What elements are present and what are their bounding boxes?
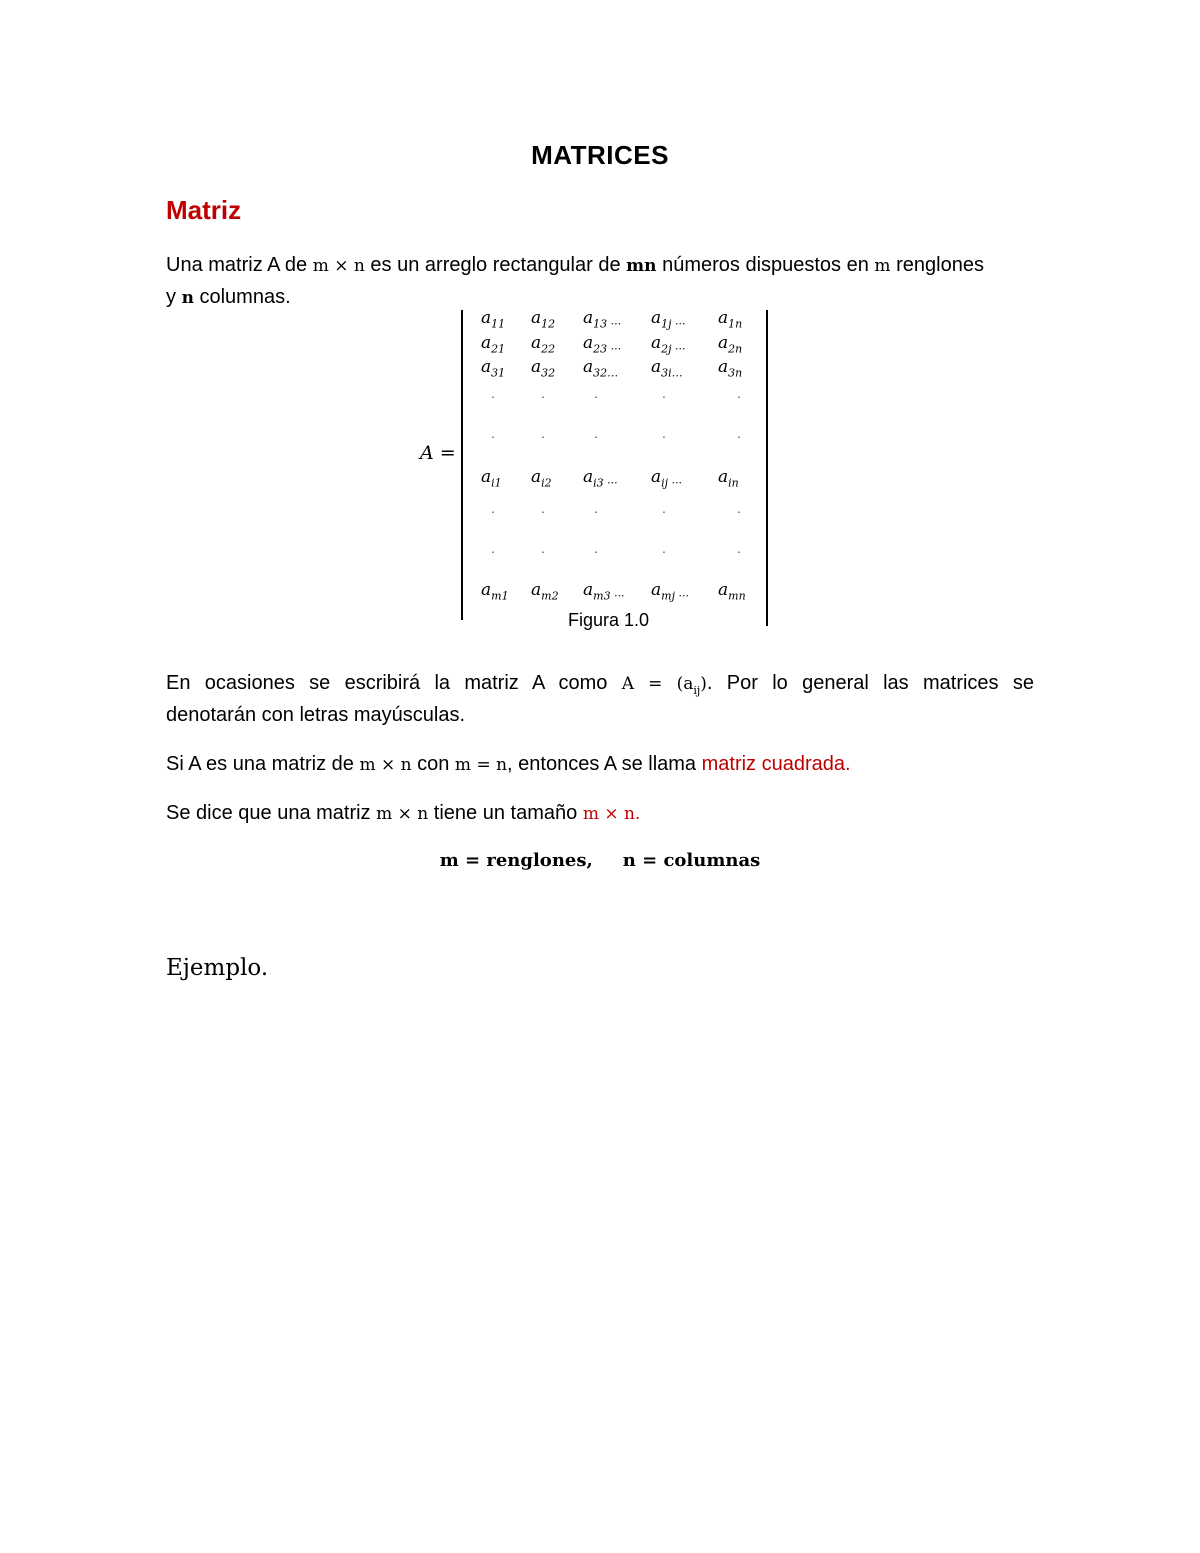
- matrix-entry: $a_{1n}$: [718, 308, 743, 331]
- matrix-entry: $a_{31}$: [481, 357, 506, 380]
- matrix-ellipsis-dot: .: [594, 385, 598, 401]
- matrix-figure: [0, 0, 1200, 640]
- matrix-entry: $a_{2j \cdot\cdot\cdot}$: [651, 333, 686, 356]
- size-paragraph: Se dice que una matriz m × n tiene un tamaño m × n.: [166, 802, 641, 824]
- matrix-right-bar: [766, 310, 768, 626]
- matrix-ellipsis-dot: .: [541, 385, 545, 401]
- notation-paragraph-line-1: En ocasiones se escribirá la matriz A como $A = (a_{ij})$. Por lo general las matrices se: [166, 672, 1034, 697]
- section-heading: Matriz: [166, 195, 242, 225]
- math-a-equals: A = (a: [621, 674, 694, 694]
- math-m-equals-n: m = n: [454, 755, 508, 775]
- matrix-ellipsis-dot: .: [491, 425, 495, 441]
- matrix-entry: $a_{12}$: [531, 308, 556, 331]
- matrix-ellipsis-dot: .: [491, 500, 495, 516]
- matrix-ellipsis-dot: .: [662, 500, 666, 516]
- intro-line-2: y n columnas.: [166, 286, 291, 308]
- notation-paragraph-line-2: denotarán con letras mayúsculas.: [166, 704, 466, 726]
- matrix-entry: $a_{mj \cdot\cdot\cdot}$: [651, 580, 689, 603]
- matrix-left-bar: [461, 310, 463, 620]
- matrix-lhs: A =: [420, 442, 456, 464]
- matrix-ellipsis-dot: .: [662, 425, 666, 441]
- matrix-entry: $a_{1j \cdot\cdot\cdot}$: [651, 308, 686, 331]
- matrix-ellipsis-dot: .: [737, 500, 741, 516]
- matrix-entry: $a_{11}$: [481, 308, 506, 331]
- matrix-entry: $a_{21}$: [481, 333, 506, 356]
- matrix-entry: $a_{32\dots}$: [583, 357, 619, 380]
- matrix-entry: $a_{3n}$: [718, 357, 743, 380]
- matrix-ellipsis-dot: .: [737, 425, 741, 441]
- matrix-ellipsis-dot: .: [491, 385, 495, 401]
- matrix-entry: $a_{ij \cdot\cdot\cdot}$: [651, 467, 683, 490]
- math-n: n: [181, 288, 194, 308]
- figure-caption: Figura 1.0: [568, 610, 650, 630]
- matrix-entry: $a_{32}$: [531, 357, 556, 380]
- matrix-entry: $a_{3i\dots}$: [651, 357, 683, 380]
- matrix-ellipsis-dot: .: [737, 540, 741, 556]
- matrix-entry: $a_{13 \cdot\cdot\cdot}$: [583, 308, 622, 331]
- matrix-ellipsis-dot: .: [594, 425, 598, 441]
- page-title: MATRICES: [531, 140, 669, 170]
- matrix-ellipsis-dot: .: [662, 540, 666, 556]
- matrix-entry: $a_{22}$: [531, 333, 556, 356]
- matrix-entry: $a_{m2}$: [531, 580, 559, 603]
- matrix-entry: $a_{m3 \cdot\cdot\cdot}$: [583, 580, 625, 603]
- math-m-by-n: m × n: [312, 256, 365, 276]
- math-mn: mn: [626, 256, 657, 276]
- matrix-entry: $a_{2n}$: [718, 333, 743, 356]
- matrix-ellipsis-dot: .: [541, 500, 545, 516]
- matrix-entry: $a_{i1}$: [481, 467, 502, 490]
- matrix-entry: $a_{in}$: [718, 467, 739, 490]
- matrix-entry: $a_{i2}$: [531, 467, 552, 490]
- matrix-ellipsis-dot: .: [662, 385, 666, 401]
- example-label: Ejemplo.: [166, 955, 269, 981]
- matrix-ellipsis-dot: .: [491, 540, 495, 556]
- matrix-ellipsis-dot: .: [594, 500, 598, 516]
- square-matrix-paragraph: Si A es una matriz de m × n con m = n, entonces A se llama matriz cuadrada.: [166, 753, 851, 775]
- matrix-entry: $a_{i3 \cdot\cdot\cdot}$: [583, 467, 618, 490]
- definition-line: m = renglones, n = columnas: [439, 850, 761, 871]
- matrix-ellipsis-dot: .: [594, 540, 598, 556]
- matrix-entry: $a_{m1}$: [481, 580, 509, 603]
- intro-line-1: Una matriz A de m × n es un arreglo rectangular de mn números dispuestos en m renglones: [166, 254, 984, 276]
- math-m: m: [874, 256, 891, 276]
- term-square-matrix: matriz cuadrada.: [701, 753, 851, 775]
- matrix-entry: $a_{mn}$: [718, 580, 746, 603]
- matrix-ellipsis-dot: .: [541, 540, 545, 556]
- matrix-entry: $a_{23 \cdot\cdot\cdot}$: [583, 333, 622, 356]
- term-size-m-by-n: m × n.: [582, 804, 641, 824]
- matrix-ellipsis-dot: .: [737, 385, 741, 401]
- matrix-ellipsis-dot: .: [541, 425, 545, 441]
